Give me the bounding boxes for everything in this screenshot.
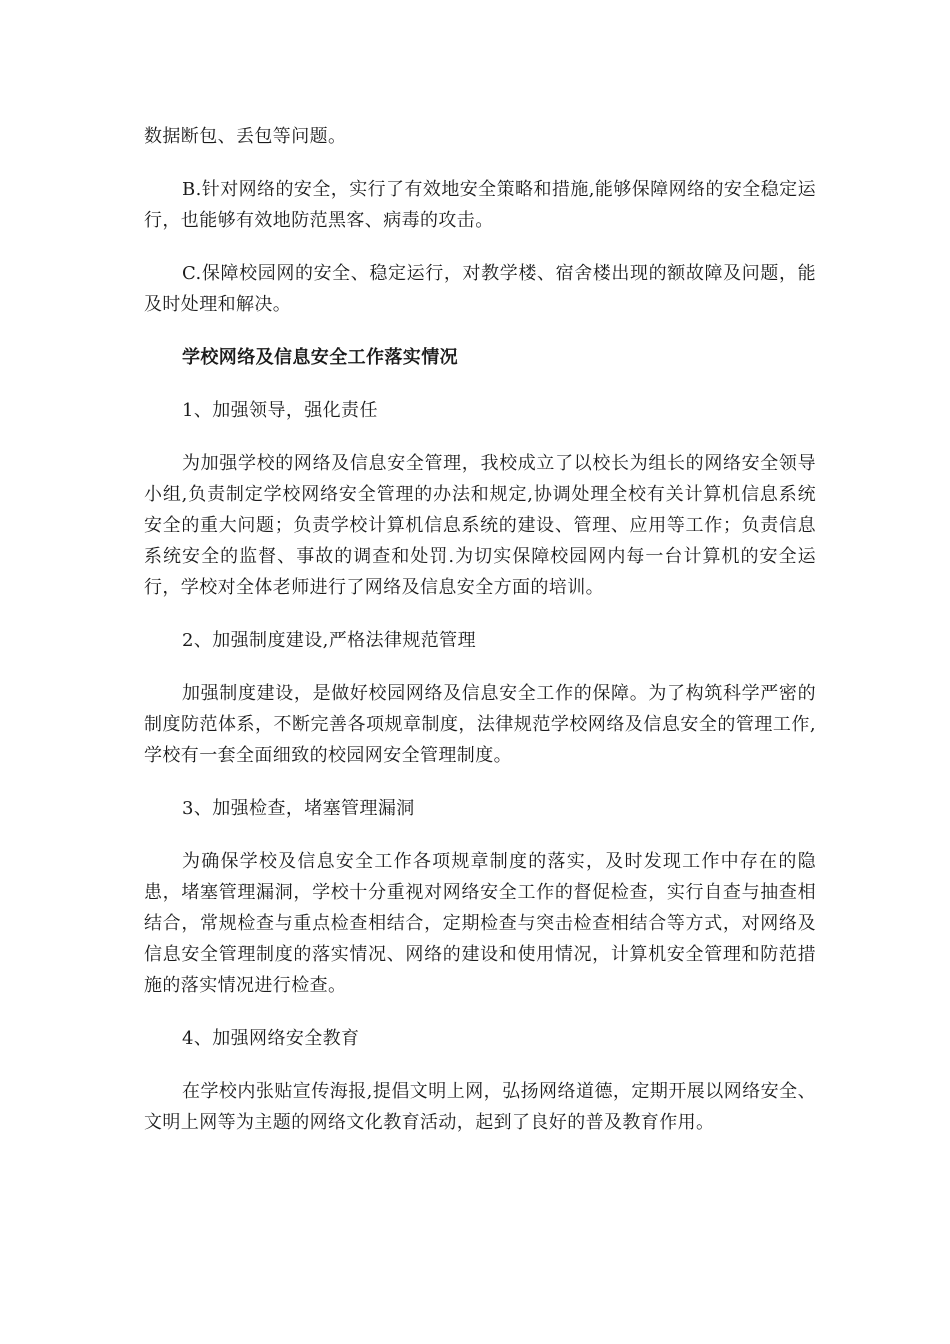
paragraph-regulations: 加强制度建设，是做好校园网络及信息安全工作的保障。为了构筑科学严密的制度防范体系，不断完善各项规章制度，法律规范学校网络及信息安全的管理工作,学校有一套全面细致的校园网安全管理制度。: [144, 683, 816, 766]
section-heading: 学校网络及信息安全工作落实情况: [182, 347, 458, 368]
paragraph-inspection: 为确保学校及信息安全工作各项规章制度的落实，及时发现工作中存在的隐患，堵塞管理漏洞，学校十分重视对网络安全工作的督促检查，实行自查与抽查相结合，常规检查与重点检查相结合，定期检查与突击检查相结合等方式，对网络及信息安全管理制度的落实情况、网络的建设和使用情况，计算机安全管理和防范措施的落实情况进行检查。: [144, 851, 816, 996]
paragraph-item-c: C.保障校园网的安全、稳定运行，对教学楼、宿舍楼出现的额故障及问题，能及时处理和解决。: [144, 263, 816, 315]
paragraph-continuation: 数据断包、丢包等问题。: [144, 126, 347, 147]
subheading-4: 4、加强网络安全教育: [182, 1028, 360, 1049]
paragraph-leadership: 为加强学校的网络及信息安全管理，我校成立了以校长为组长的网络安全领导小组,负责制定学校网络安全管理的办法和规定,协调处理全校有关计算机信息系统安全的重大问题；负责学校计算机信息系统的建设、管理、应用等工作；负责信息系统安全的监督、事故的调查和处罚.为切实保障校园网内每一台计算机的安全运行，学校对全体老师进行了网络及信息安全方面的培训。: [144, 453, 816, 598]
subheading-1: 1、加强领导，强化责任: [182, 400, 378, 421]
paragraph-education: 在学校内张贴宣传海报,提倡文明上网，弘扬网络道德，定期开展以网络安全、文明上网等为主题的网络文化教育活动，起到了良好的普及教育作用。: [144, 1081, 816, 1133]
document-body: [144, 121, 816, 1160]
subheading-2: 2、加强制度建设,严格法律规范管理: [182, 630, 476, 651]
subheading-3: 3、加强检查，堵塞管理漏洞: [182, 798, 415, 819]
paragraph-item-b: B.针对网络的安全，实行了有效地安全策略和措施,能够保障网络的安全稳定运行，也能够有效地防范黑客、病毒的攻击。: [144, 179, 816, 231]
